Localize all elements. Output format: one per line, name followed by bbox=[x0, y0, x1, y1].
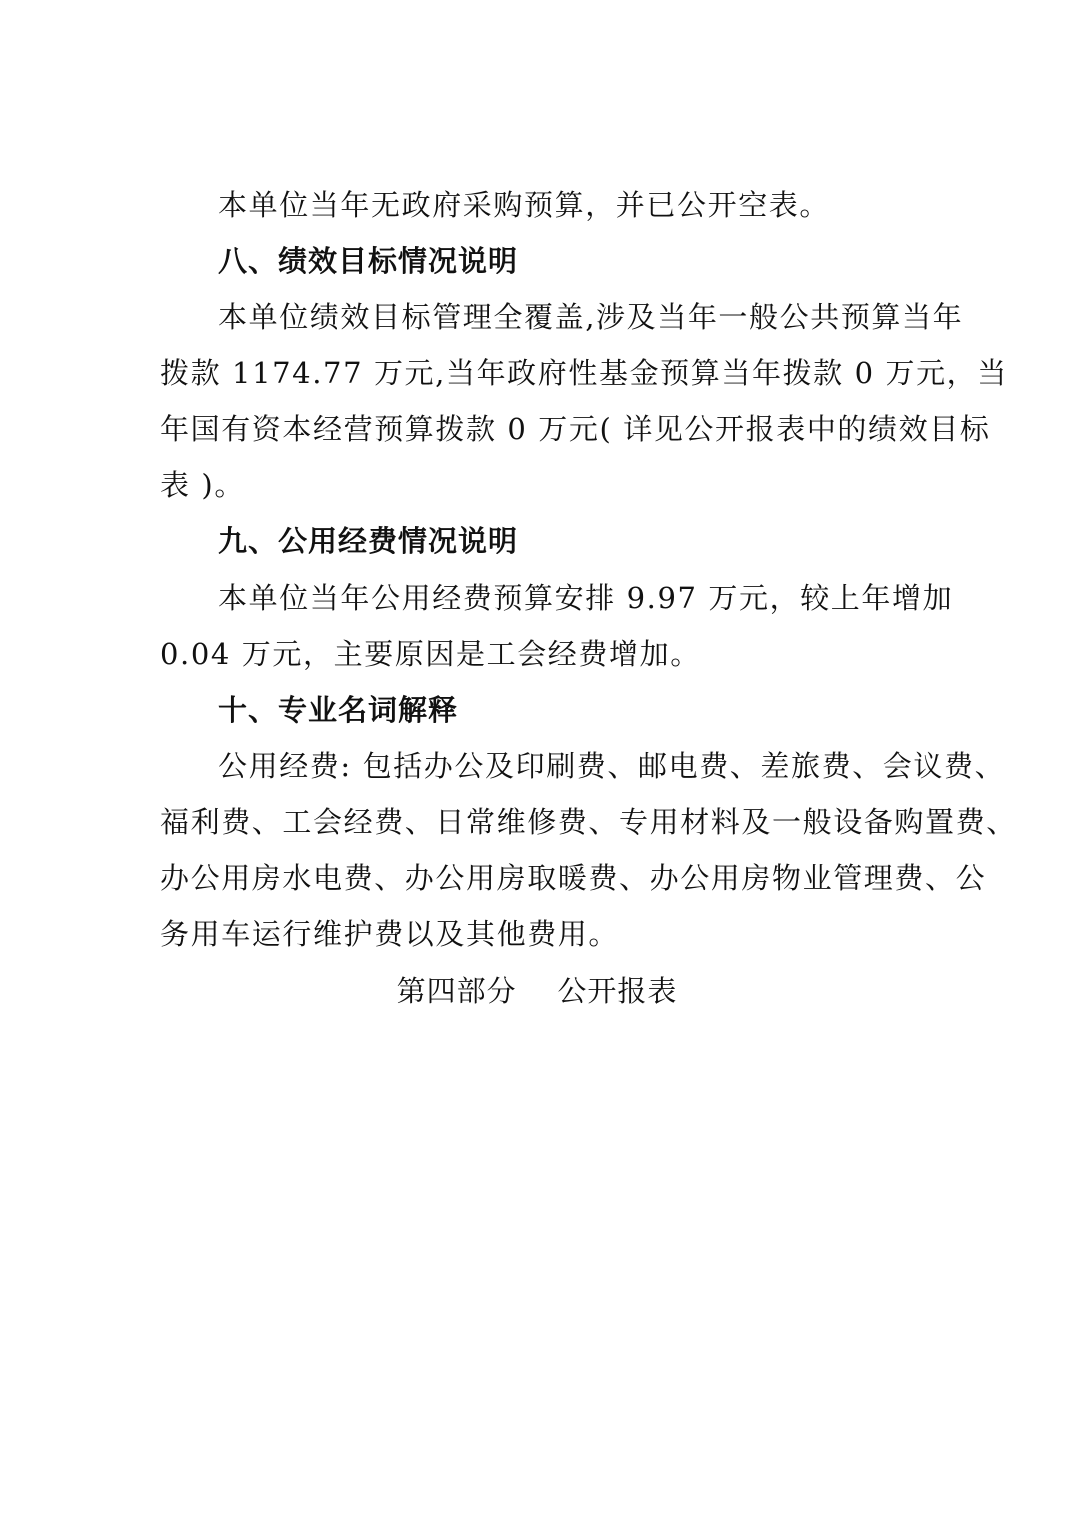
section-heading-glossary: 十、专业名词解释 bbox=[218, 693, 459, 727]
performance-paragraph-line: 拨款 1174.77 万元,当年政府性基金预算当年拨款 0 万元，当 bbox=[160, 356, 1008, 390]
public-expenses-paragraph-line: 0.04 万元，主要原因是工会经费增加。 bbox=[160, 637, 701, 671]
glossary-paragraph-line: 福利费、工会经费、日常维修费、专用材料及一般设备购置费、 bbox=[160, 805, 1017, 839]
section-heading-public-expenses: 九、公用经费情况说明 bbox=[218, 524, 519, 558]
glossary-paragraph-line: 办公用房水电费、办公用房取暖费、办公用房物业管理费、公 bbox=[160, 861, 987, 895]
performance-paragraph-line: 本单位绩效目标管理全覆盖,涉及当年一般公共预算当年 bbox=[218, 300, 964, 334]
glossary-paragraph-line: 公用经费: 包括办公及印刷费、邮电费、差旅费、会议费、 bbox=[218, 749, 1006, 783]
public-expenses-paragraph-line: 本单位当年公用经费预算安排 9.97 万元，较上年增加 bbox=[218, 581, 954, 615]
performance-paragraph-line: 年国有资本经营预算拨款 0 万元( 详见公开报表中的绩效目标 bbox=[160, 412, 991, 446]
section-heading-performance: 八、绩效目标情况说明 bbox=[218, 244, 519, 278]
part-four-title: 第四部分 公开报表 bbox=[396, 974, 678, 1008]
performance-paragraph-line: 表 )。 bbox=[160, 468, 245, 502]
procurement-paragraph: 本单位当年无政府采购预算，并已公开空表。 bbox=[218, 188, 831, 222]
glossary-paragraph-line: 务用车运行维护费以及其他费用。 bbox=[160, 917, 620, 951]
